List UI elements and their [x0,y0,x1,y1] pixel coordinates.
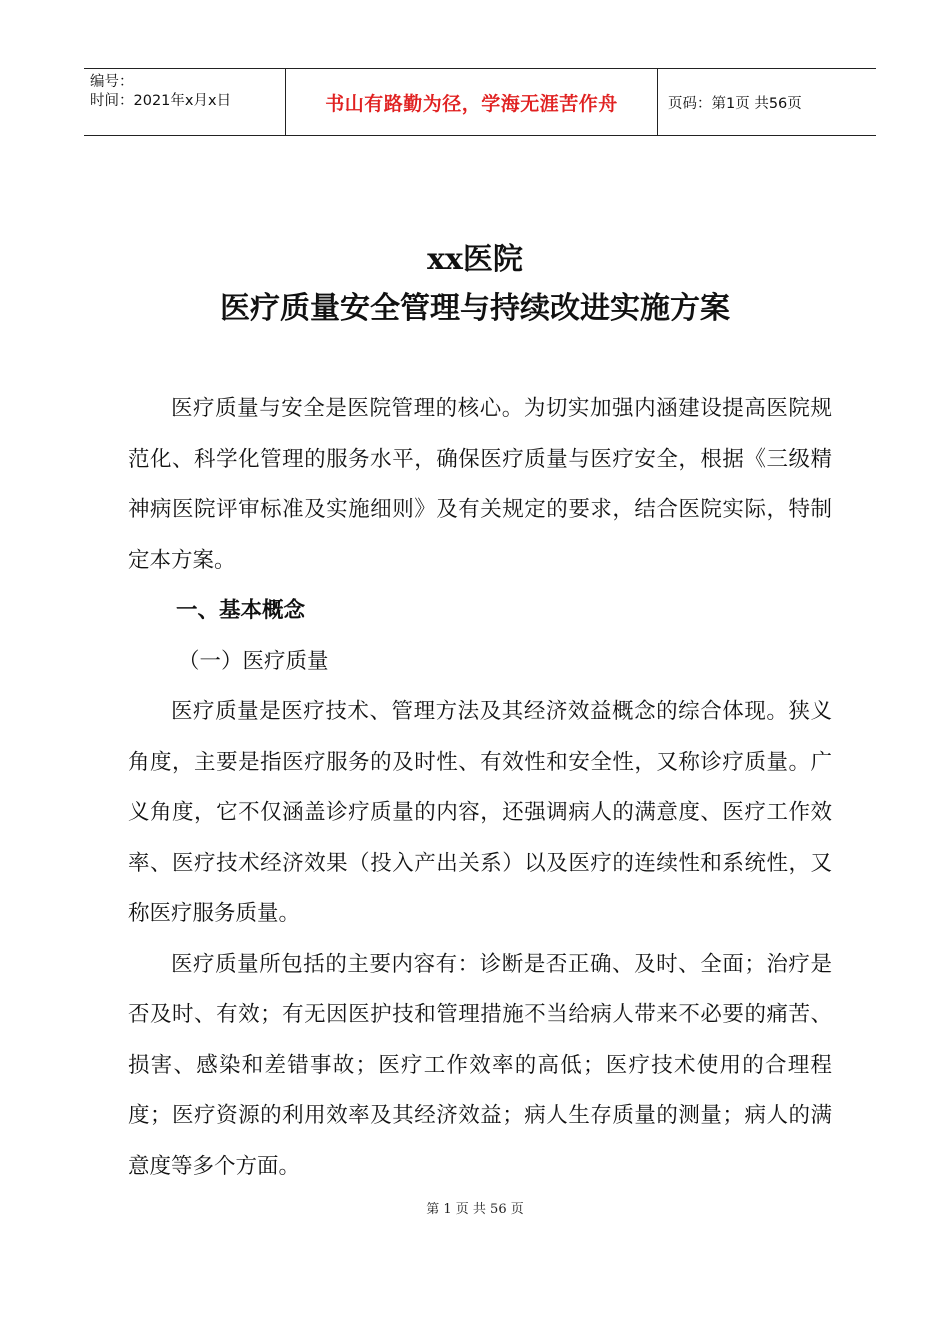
paragraph-quality-contents: 医疗质量所包括的主要内容有：诊断是否正确、及时、全面；治疗是否及时、有效；有无因医护技和管理措施不当给病人带来不必要的痛苦、损害、感染和差错事故；医疗工作效率的高低；医疗技术使用的合理程度；医疗资源的利用效率及其经济效益；病人生存质量的测量；病人的满意度等多个方面。 [128,951,832,1179]
document-body [128,384,832,1192]
header-meta [84,69,286,135]
header-number-label: 编号： [90,74,134,90]
document-header [84,68,876,136]
header-page-label: 页码：第1页 共56页 [668,95,802,112]
subsection-heading-medical-quality: （一）医疗质量 [178,648,329,674]
paragraph-quality-definition: 医疗质量是医疗技术、管理方法及其经济效益概念的综合体现。狭义角度，主要是指医疗服务的及时性、有效性和安全性，又称诊疗质量。广义角度，它不仅涵盖诊疗质量的内容，还强调病人的满意度、医疗工作效率、医疗技术经济效果（投入产出关系）以及医疗的连续性和系统性，又称医疗服务质量。 [128,699,832,926]
document-title-hospital: xx医院 [427,242,523,277]
document-title-main: 医疗质量安全管理与持续改进实施方案 [220,291,730,326]
header-time-label: 时间：2021年x月x日 [90,93,232,109]
header-motto: 书山有路勤为径，学海无涯苦作舟 [286,69,658,135]
intro-paragraph: 医疗质量与安全是医院管理的核心。为切实加强内涵建设提高医院规范化、科学化管理的服务水平，确保医疗质量与医疗安全，根据《三级精神病医院评审标准及实施细则》及有关规定的要求，结合医院实际，特制定本方案。 [128,396,832,573]
page-footer: 第 1 页 共 56 页 [426,1202,524,1217]
section-heading-basic-concepts: 一、基本概念 [176,598,306,623]
